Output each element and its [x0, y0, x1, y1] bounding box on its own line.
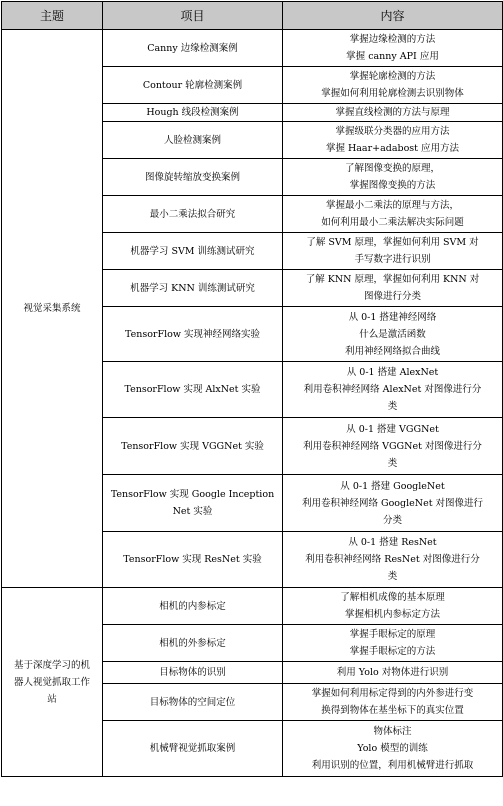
content-line: 从 0-1 搭建神经网络	[348, 311, 437, 323]
content-cell	[283, 625, 503, 662]
content-line: 掌握 canny API 应用	[346, 51, 439, 62]
content-line: 掌握如何利用标定得到的内外参进行变	[311, 688, 474, 699]
content-line: 掌握手眼标定的方法	[349, 646, 436, 657]
project-line: TensorFlow 实现 Google Inception	[110, 489, 275, 500]
project-cell: 相机的外参标定	[103, 625, 283, 662]
content-cell	[283, 418, 503, 475]
project-cell: TensorFlow 实现 VGGNet 实验	[103, 418, 283, 475]
content-line: 掌握最小二乘法的原理与方法，	[325, 200, 459, 211]
header-content: 内容	[283, 2, 503, 30]
content-cell	[283, 475, 503, 532]
content-line: 换得到物体在基坐标下的真实位置	[321, 705, 464, 716]
project-cell: TensorFlow 实现神经网络实验	[103, 307, 283, 362]
content-cell	[283, 104, 503, 122]
content-cell	[283, 588, 503, 625]
project-cell: TensorFlow 实现 ResNet 实验	[103, 532, 283, 588]
content-cell	[283, 684, 503, 721]
topic-cell: 基于深度学习的机器人视觉抓取工作站	[2, 588, 103, 777]
content-line: 图像进行分类	[363, 291, 421, 302]
project-cell: 人脸检测案例	[103, 122, 283, 159]
header-project: 项目	[103, 2, 283, 30]
content-cell	[283, 270, 503, 307]
content-line: 了解相机成像的基本原理	[340, 592, 445, 603]
content-cell	[283, 532, 503, 588]
content-cell	[283, 30, 503, 67]
content-line: 利用卷积神经网络 AlexNet 对图像进行分	[303, 384, 482, 395]
content-cell	[283, 721, 503, 777]
project-cell: Canny 边缘检测案例	[103, 30, 283, 67]
content-line: 掌握如何利用轮廓检测去识别物体	[321, 88, 464, 99]
content-line: 分类	[382, 514, 402, 526]
content-cell	[283, 662, 503, 684]
content-line: 利用卷积神经网络 VGGNet 对图像进行分	[303, 440, 482, 452]
topic-cell: 视觉采集系统	[2, 30, 103, 588]
content-line: 了解 SVM 原理，掌握如何利用 SVM 对	[306, 237, 479, 248]
content-line: 利用神经网络拟合曲线	[344, 345, 440, 357]
project-cell: 机械臂视觉抓取案例	[103, 721, 283, 777]
content-line: 利用卷积神经网络 GoogleNet 对图像进行	[301, 497, 484, 509]
content-cell	[283, 196, 503, 233]
content-line: 掌握 Haar+adabost 应用方法	[325, 143, 460, 154]
project-cell	[103, 475, 283, 532]
table-row	[2, 588, 503, 625]
content-cell	[283, 233, 503, 270]
project-cell: 机器学习 KNN 训练测试研究	[103, 270, 283, 307]
content-line: 从 0-1 搭建 ResNet	[348, 537, 437, 548]
content-line: 类	[387, 571, 398, 582]
content-line: 如何利用最小二乘法解决实际问题	[321, 217, 464, 228]
header-topic: 主题	[2, 2, 103, 30]
content-line: 利用 Yolo 对物体进行识别	[336, 667, 449, 678]
project-cell: 目标物体的识别	[103, 662, 283, 684]
content-cell	[283, 122, 503, 159]
content-line: 从 0-1 搭建 GoogleNet	[340, 480, 445, 492]
content-line: 掌握图像变换的方法	[349, 180, 436, 191]
content-line: 从 0-1 搭建 VGGNet	[346, 423, 439, 435]
content-line: 了解图像变换的原理，	[344, 163, 440, 174]
content-line: Yolo 模型的训练	[357, 743, 428, 754]
content-cell	[283, 362, 503, 418]
course-table	[1, 1, 503, 777]
content-line: 物体标注	[373, 726, 412, 737]
content-line: 掌握手眼标定的原理	[349, 629, 436, 640]
content-cell	[283, 67, 503, 104]
content-line: 掌握级联分类器的应用方法	[335, 126, 450, 137]
content-line: 掌握直线检测的方法与原理	[335, 107, 450, 118]
project-cell: 相机的内参标定	[103, 588, 283, 625]
content-cell	[283, 159, 503, 196]
content-line: 类	[387, 401, 398, 412]
content-line: 利用识别的位置，利用机械臂进行抓取	[311, 760, 474, 771]
content-line: 从 0-1 搭建 AlexNet	[346, 367, 439, 378]
content-line: 什么是激活函数	[359, 328, 426, 340]
content-cell	[283, 307, 503, 362]
content-line: 掌握轮廓检测的方法	[349, 71, 436, 82]
project-line: Net 实验	[172, 506, 213, 517]
project-cell: 目标物体的空间定位	[103, 684, 283, 721]
table-body	[2, 30, 503, 777]
content-line: 利用卷积神经网络 ResNet 对图像进行分	[305, 554, 480, 565]
project-cell: TensorFlow 实现 AlxNet 实验	[103, 362, 283, 418]
content-line: 了解 KNN 原理，掌握如何利用 KNN 对	[305, 274, 480, 285]
header-row	[2, 2, 503, 30]
content-line: 掌握相机内参标定方法	[344, 609, 440, 620]
content-line: 类	[387, 457, 398, 469]
project-cell: 最小二乘法拟合研究	[103, 196, 283, 233]
content-line: 手写数字进行识别	[354, 254, 431, 265]
table-row	[2, 30, 503, 67]
content-line: 掌握边缘检测的方法	[349, 34, 436, 45]
project-cell: 机器学习 SVM 训练测试研究	[103, 233, 283, 270]
project-cell: Contour 轮廓检测案例	[103, 67, 283, 104]
project-cell: 图像旋转缩放变换案例	[103, 159, 283, 196]
project-cell: Hough 线段检测案例	[103, 104, 283, 122]
